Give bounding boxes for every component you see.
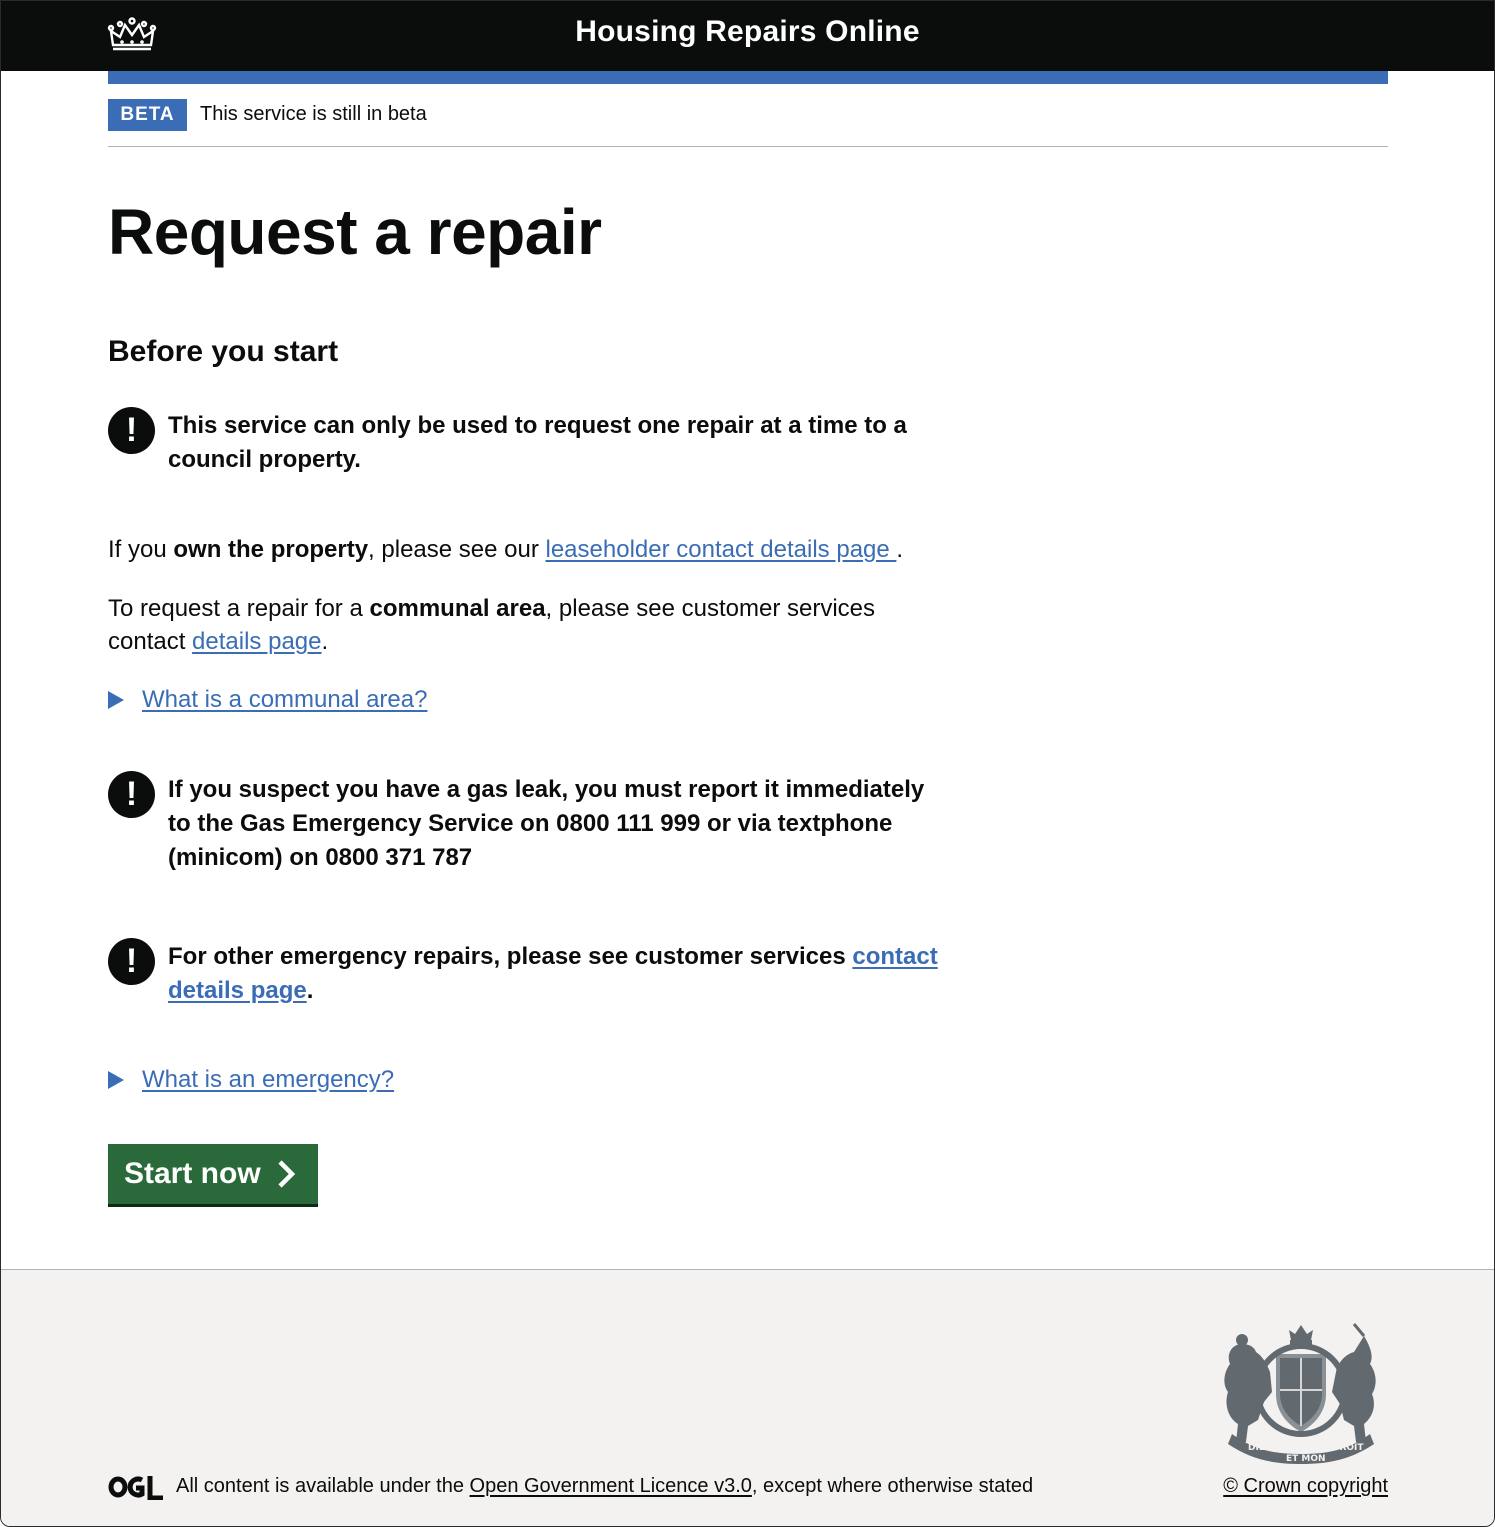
communal-area-details[interactable] bbox=[108, 684, 427, 716]
warning-icon: ! bbox=[108, 938, 155, 985]
owner-para-bold: own the property bbox=[173, 536, 369, 563]
site-header bbox=[1, 1, 1494, 71]
crest-motto-right: DROIT bbox=[1332, 1443, 1364, 1453]
header-accent-bar bbox=[108, 71, 1388, 84]
warning-emergency-prefix: For other emergency repairs, please see customer services bbox=[168, 943, 853, 970]
communal-area-summary[interactable]: What is a communal area? bbox=[142, 686, 428, 713]
chevron-right-icon bbox=[275, 1160, 299, 1188]
licence-text bbox=[176, 1475, 1033, 1498]
crown-copyright-link[interactable]: © Crown copyright bbox=[1223, 1475, 1388, 1497]
crest-motto-mid: ET MON bbox=[1286, 1454, 1326, 1464]
emergency-details[interactable] bbox=[108, 1064, 394, 1096]
disclosure-triangle-icon bbox=[108, 691, 124, 709]
warning-emergency bbox=[108, 938, 948, 1008]
phase-banner bbox=[108, 99, 1388, 147]
phase-banner-text: This service is still in beta bbox=[200, 103, 427, 125]
warning-emergency-suffix: . bbox=[306, 977, 314, 1004]
warning-text: If you suspect you have a gas leak, you must report it immediately to the Gas Emergency Service on 0800 111 999 or via textphone (minicom) on 0800 371 787 bbox=[168, 776, 925, 871]
owner-para-prefix: If you bbox=[108, 536, 174, 563]
service-name[interactable]: Housing Repairs Online bbox=[575, 15, 920, 48]
royal-coat-of-arms-icon bbox=[1214, 1322, 1388, 1464]
warning-one-repair bbox=[108, 407, 948, 477]
start-button-label: Start now bbox=[124, 1157, 261, 1190]
warning-icon: ! bbox=[108, 771, 155, 818]
section-heading: Before you start bbox=[108, 335, 339, 368]
leaseholder-contact-link[interactable]: leaseholder contact details page bbox=[545, 536, 897, 563]
disclosure-triangle-icon bbox=[108, 1071, 124, 1089]
owner-paragraph bbox=[108, 533, 948, 566]
owner-para-suffix: . bbox=[896, 536, 904, 563]
communal-paragraph bbox=[108, 592, 948, 658]
emergency-summary[interactable]: What is an emergency? bbox=[142, 1066, 395, 1093]
warning-text: This service can only be used to request one repair at a time to a council property. bbox=[168, 412, 907, 473]
start-now-button[interactable] bbox=[108, 1144, 318, 1204]
warning-icon: ! bbox=[108, 407, 155, 454]
warning-text bbox=[168, 940, 948, 1008]
communal-para-prefix: To request a repair for a bbox=[108, 595, 370, 622]
beta-tag: BETA bbox=[108, 99, 187, 131]
crest-motto-left: DIEU bbox=[1248, 1443, 1273, 1453]
licence-suffix: , except where otherwise stated bbox=[751, 1475, 1034, 1497]
open-government-licence-link[interactable]: Open Government Licence v3.0 bbox=[469, 1475, 752, 1497]
licence-prefix: All content is available under the bbox=[176, 1475, 470, 1497]
emergency-contact-link[interactable]: contact details page bbox=[168, 943, 938, 1004]
page-title: Request a repair bbox=[108, 196, 602, 268]
owner-para-middle: , please see our bbox=[368, 536, 546, 563]
communal-details-link[interactable]: details page bbox=[192, 628, 322, 655]
ogl-logo-icon[interactable] bbox=[108, 1474, 164, 1500]
communal-para-middle: , please see customer services contact bbox=[108, 595, 876, 655]
warning-gas-leak bbox=[108, 771, 948, 875]
site-footer bbox=[1, 1269, 1495, 1527]
communal-para-suffix: . bbox=[321, 628, 329, 655]
communal-para-bold: communal area bbox=[369, 595, 546, 622]
